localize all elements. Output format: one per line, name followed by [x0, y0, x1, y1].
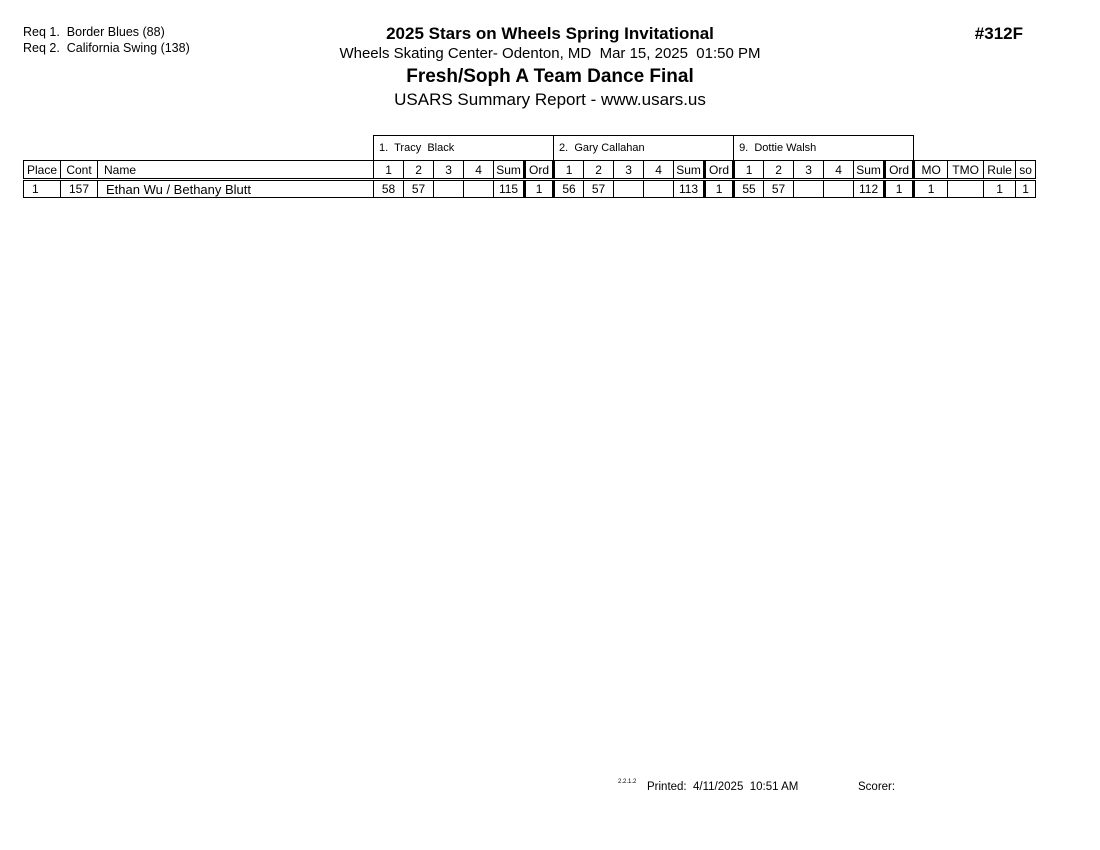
judge2-ord-cell: 1 [705, 180, 734, 198]
judge2-score3-header: 3 [614, 161, 644, 180]
judges-row-left-spacer [24, 136, 374, 161]
judge2-score2-cell: 57 [584, 180, 614, 198]
judge3-score4-cell [824, 180, 854, 198]
place-column-header: Place [24, 161, 61, 180]
judge1-score4-cell [464, 180, 494, 198]
judge3-sum-header: Sum [854, 161, 885, 180]
judge1-score2-cell: 57 [404, 180, 434, 198]
required-dance-1: Req 1. Border Blues (88) [23, 25, 165, 39]
column-header-row [24, 161, 1036, 180]
venue-date-line: Wheels Skating Center- Odenton, MD Mar 15, 2025 01:50 PM [339, 45, 761, 62]
judge3-score4-header: 4 [824, 161, 854, 180]
tmo-column-header: TMO [948, 161, 984, 180]
judge1-sum-header: Sum [494, 161, 525, 180]
name-column-header: Name [98, 161, 374, 180]
judge1-ord-cell: 1 [525, 180, 554, 198]
judge-header-3: 9. Dottie Walsh [734, 136, 914, 161]
judge2-score1-header: 1 [554, 161, 584, 180]
software-version: 2.2.1.2 [618, 779, 637, 785]
so-column-header: so [1016, 161, 1036, 180]
result-row [24, 180, 1036, 198]
results-table [23, 135, 1036, 198]
judge-header-2: 2. Gary Callahan [554, 136, 734, 161]
judge1-score3-cell [434, 180, 464, 198]
judge2-score3-cell [614, 180, 644, 198]
judge3-sum-cell: 112 [854, 180, 885, 198]
results-table-wrap [23, 135, 1036, 198]
judge1-score3-header: 3 [434, 161, 464, 180]
judge2-score4-cell [644, 180, 674, 198]
rule-cell: 1 [984, 180, 1016, 198]
judge3-ord-header: Ord [885, 161, 914, 180]
judge2-score4-header: 4 [644, 161, 674, 180]
title-block [0, 23, 1100, 111]
cont-column-header: Cont [61, 161, 98, 180]
mo-column-header: MO [914, 161, 948, 180]
judge3-score2-cell: 57 [764, 180, 794, 198]
judge2-ord-header: Ord [705, 161, 734, 180]
judge-header-1: 1. Tracy Black [374, 136, 554, 161]
printed-timestamp [647, 781, 798, 793]
judge3-score1-cell: 55 [734, 180, 764, 198]
judge3-ord-cell: 1 [885, 180, 914, 198]
judge3-score3-header: 3 [794, 161, 824, 180]
scorer-label: Scorer: [858, 781, 896, 793]
mo-cell: 1 [914, 180, 948, 198]
judge1-score1-header: 1 [374, 161, 404, 180]
judge1-score4-header: 4 [464, 161, 494, 180]
skater-names-cell: Ethan Wu / Bethany Blutt [98, 180, 374, 198]
report-type-line: USARS Summary Report - www.usars.us [394, 90, 706, 109]
printed-value: 4/11/2025 10:51 AM [686, 781, 799, 793]
judges-header-row [24, 136, 1036, 161]
judge3-score3-cell [794, 180, 824, 198]
judge2-score1-cell: 56 [554, 180, 584, 198]
judge1-score1-cell: 58 [374, 180, 404, 198]
rule-column-header: Rule [984, 161, 1016, 180]
printed-label: Printed: [647, 781, 687, 793]
judge3-score2-header: 2 [764, 161, 794, 180]
so-cell: 1 [1016, 180, 1036, 198]
event-number: #312F [974, 24, 1023, 43]
judge1-ord-header: Ord [525, 161, 554, 180]
judge3-score1-header: 1 [734, 161, 764, 180]
place-cell: 1 [24, 180, 61, 198]
competition-title: 2025 Stars on Wheels Spring Invitational [386, 24, 714, 43]
judge2-sum-cell: 113 [674, 180, 705, 198]
judge1-score2-header: 2 [404, 161, 434, 180]
judge2-score2-header: 2 [584, 161, 614, 180]
judge2-sum-header: Sum [674, 161, 705, 180]
contestant-number-cell: 157 [61, 180, 98, 198]
judge1-sum-cell: 115 [494, 180, 525, 198]
tmo-cell [948, 180, 984, 198]
judges-row-right-spacer [914, 136, 1036, 161]
event-title: Fresh/Soph A Team Dance Final [406, 66, 694, 87]
required-dance-2: Req 2. California Swing (138) [23, 41, 190, 55]
